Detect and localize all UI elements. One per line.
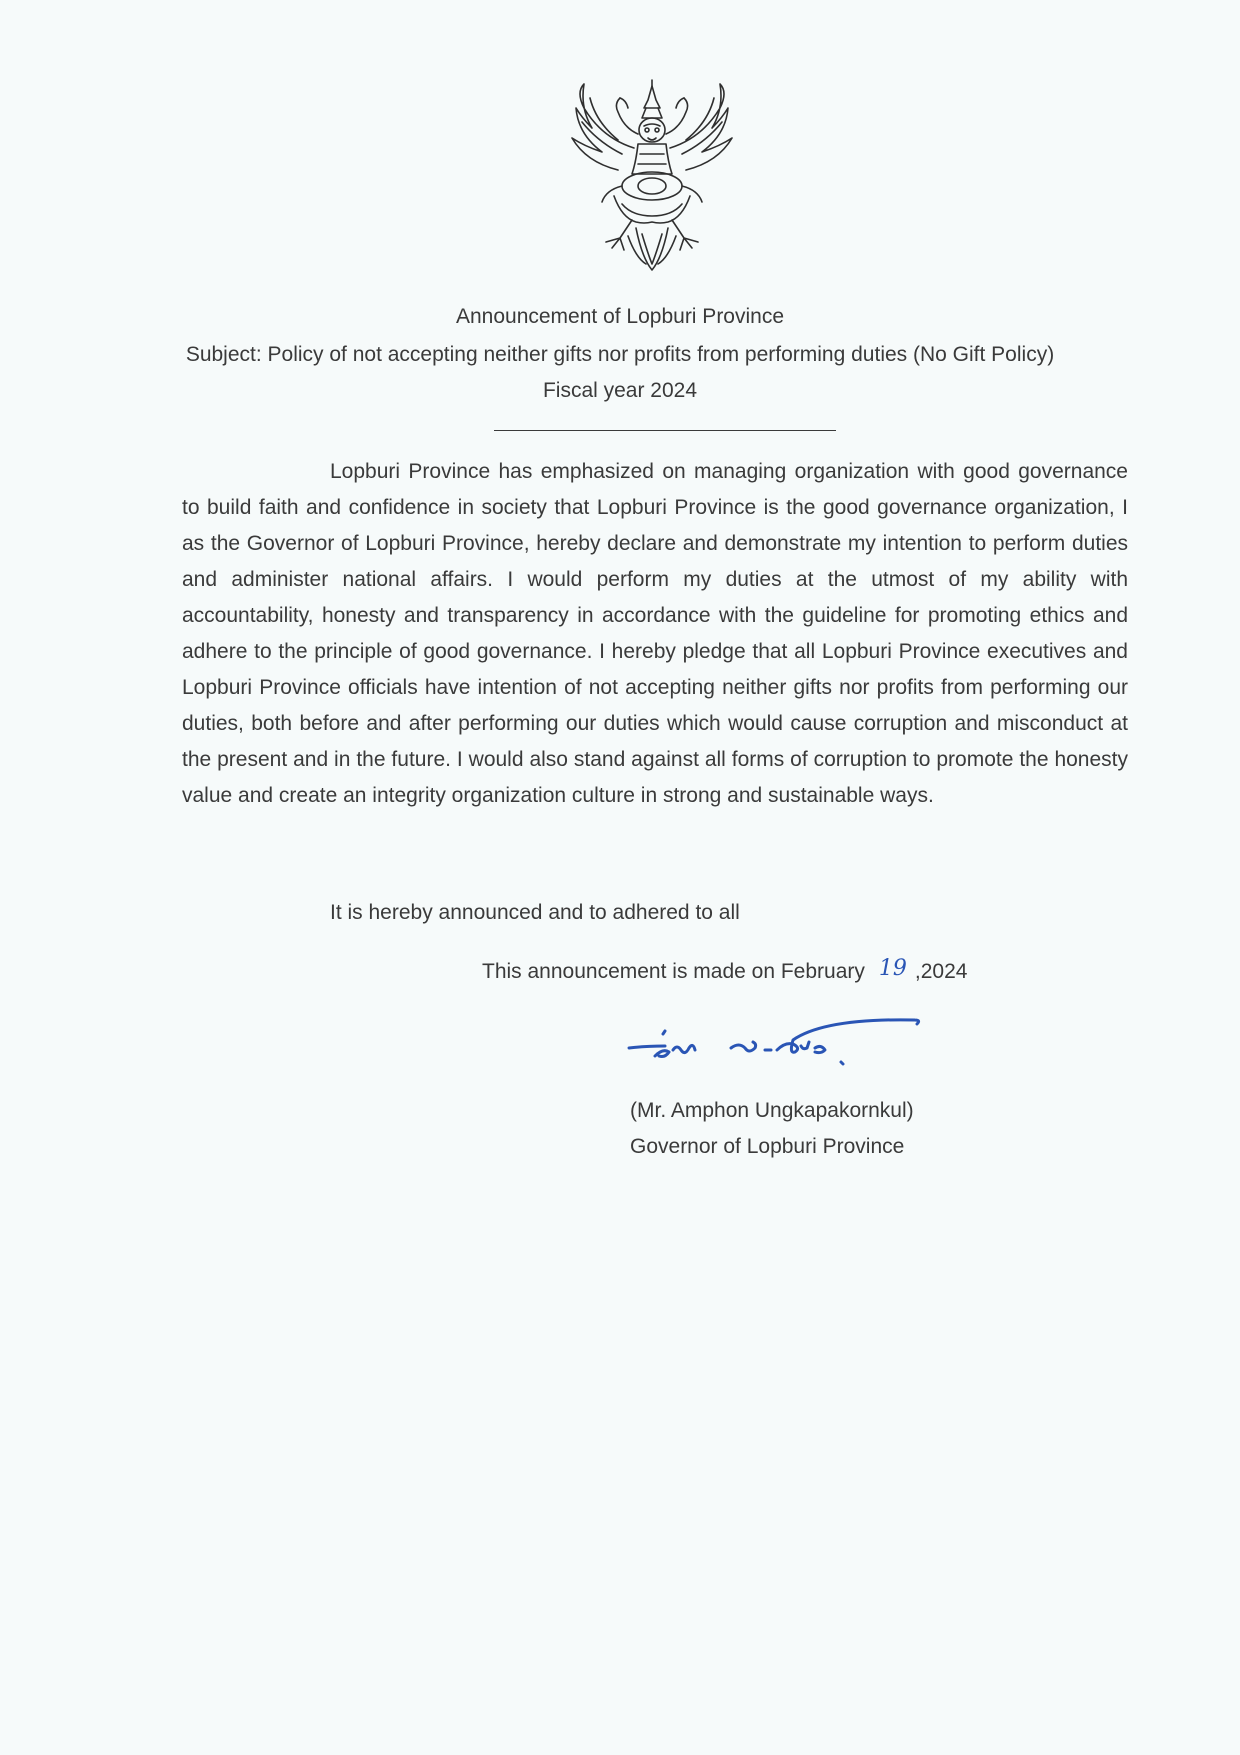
date-suffix: ,2024 (914, 960, 968, 983)
document-title: Announcement of Lopburi Province (455, 305, 785, 328)
fiscal-year: Fiscal year 2024 (542, 379, 698, 402)
announcement-date (482, 954, 967, 990)
date-day-handwritten: 19 (878, 956, 907, 981)
handwritten-signature-icon (625, 1004, 925, 1074)
announcement-body: Lopburi Province has emphasized on managing organization with good governance to build faith and confidence in society that Lopburi Province is the good governance organization, I as the Governor of Lopburi Province, hereby declare and demonstrate my intention to perform duties and administer national affairs. I would perform my duties at the utmost of my ability with accountability, honesty and transparency in accordance with the guideline for promoting ethics and adhere to the principle of good governance. I hereby pledge that all Lopburi Province executives and Lopburi Province officials have intention of not accepting neither gifts nor profits from performing our duties, both before and after performing our duties which would cause corruption and misconduct at the present and in the future. I would also stand against all forms of corruption to promote the honesty value and create an integrity organization culture in strong and sustainable ways. (182, 460, 1128, 807)
signatory-name: (Mr. Amphon Ungkapakornkul) (630, 1099, 914, 1122)
signatory-title: Governor of Lopburi Province (630, 1135, 905, 1158)
date-prefix: This announcement is made on February (482, 960, 865, 983)
heading-divider (494, 430, 836, 431)
garuda-emblem-icon (562, 78, 742, 278)
closing-statement: It is hereby announced and to adhered to all (330, 901, 740, 924)
document-subject: Subject: Policy of not accepting neither gifts nor profits from performing duties (No Gift Policy) (185, 343, 1055, 366)
